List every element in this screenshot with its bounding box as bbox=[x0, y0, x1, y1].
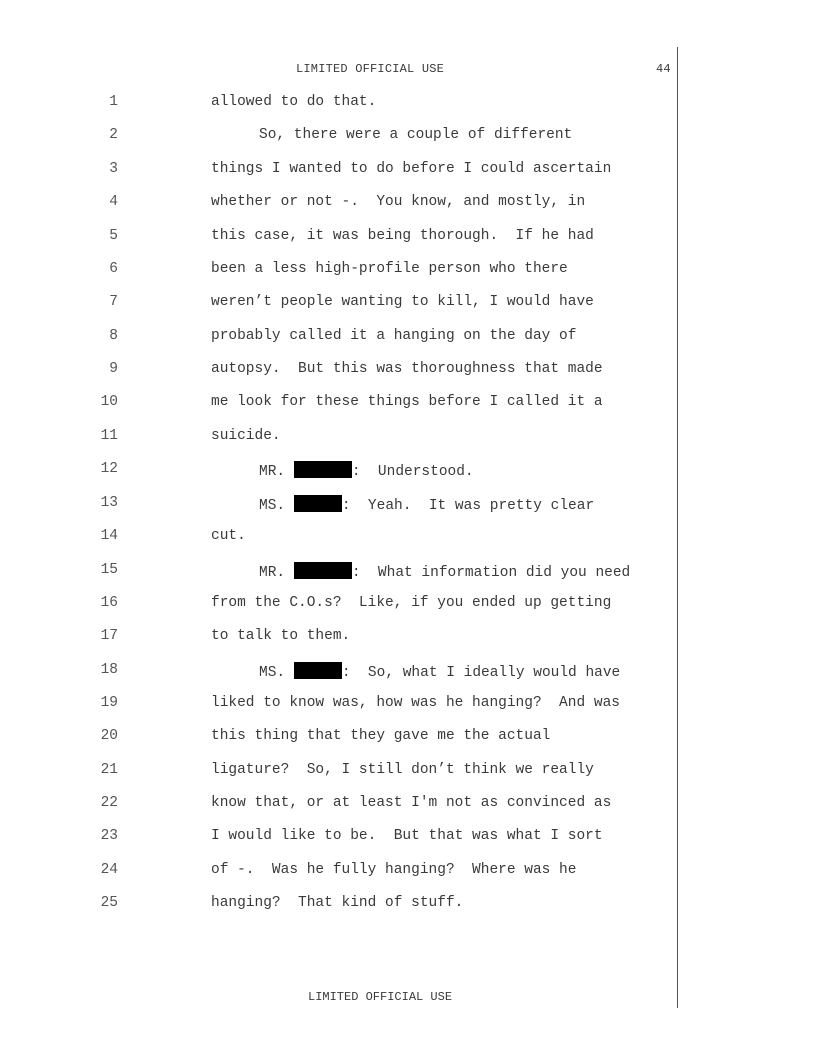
speaker-title: MS. bbox=[259, 498, 286, 514]
line-number: 4 bbox=[109, 194, 118, 210]
line-text: allowed to do that. bbox=[211, 94, 377, 110]
line-number: 23 bbox=[100, 828, 118, 844]
line-text bbox=[259, 662, 620, 681]
transcript-line bbox=[0, 461, 816, 481]
line-number: 15 bbox=[100, 562, 118, 578]
transcript-line bbox=[0, 228, 816, 248]
line-number: 22 bbox=[100, 795, 118, 811]
line-text: suicide. bbox=[211, 428, 281, 444]
line-text: this case, it was being thorough. If he had bbox=[211, 228, 594, 244]
line-text: I would like to be. But that was what I sort bbox=[211, 828, 603, 844]
line-number: 17 bbox=[100, 628, 118, 644]
line-text: So, there were a couple of different bbox=[259, 127, 573, 143]
line-number: 13 bbox=[100, 495, 118, 511]
line-text bbox=[259, 495, 594, 514]
transcript-line bbox=[0, 194, 816, 214]
line-text: this thing that they gave me the actual bbox=[211, 728, 551, 744]
speaker-title: MS. bbox=[259, 665, 286, 681]
page-number: 44 bbox=[656, 62, 671, 76]
line-number: 11 bbox=[100, 428, 118, 444]
line-text: been a less high-profile person who there bbox=[211, 261, 568, 277]
transcript-line bbox=[0, 127, 816, 147]
line-number: 12 bbox=[100, 461, 118, 477]
transcript-line bbox=[0, 528, 816, 548]
speaker-remark: : Understood. bbox=[351, 464, 474, 480]
line-text: liked to know was, how was he hanging? And was bbox=[211, 695, 620, 711]
line-text: me look for these things before I called it a bbox=[211, 394, 603, 410]
transcript-line bbox=[0, 828, 816, 848]
line-text: autopsy. But this was thoroughness that made bbox=[211, 361, 603, 377]
line-text: ligature? So, I still don’t think we really bbox=[211, 762, 594, 778]
line-number: 5 bbox=[109, 228, 118, 244]
speaker-remark: : So, what I ideally would have bbox=[341, 665, 621, 681]
line-text bbox=[259, 562, 630, 581]
line-number: 10 bbox=[100, 394, 118, 410]
redacted-name bbox=[294, 562, 352, 579]
transcript-line bbox=[0, 595, 816, 615]
transcript-line bbox=[0, 294, 816, 314]
transcript-line bbox=[0, 662, 816, 682]
transcript-line bbox=[0, 161, 816, 181]
line-number: 19 bbox=[100, 695, 118, 711]
line-number: 25 bbox=[100, 895, 118, 911]
line-text: know that, or at least I'm not as convinced as bbox=[211, 795, 612, 811]
speaker-remark: : What information did you need bbox=[351, 565, 631, 581]
redacted-name bbox=[294, 495, 342, 512]
transcript-line bbox=[0, 261, 816, 281]
line-text: things I wanted to do before I could ascertain bbox=[211, 161, 612, 177]
line-text: to talk to them. bbox=[211, 628, 351, 644]
transcript-line bbox=[0, 695, 816, 715]
transcript-line bbox=[0, 862, 816, 882]
transcript-line bbox=[0, 562, 816, 582]
page-footer-label: LIMITED OFFICIAL USE bbox=[308, 990, 453, 1004]
line-number: 21 bbox=[100, 762, 118, 778]
transcript-line bbox=[0, 394, 816, 414]
transcript-line bbox=[0, 728, 816, 748]
line-number: 6 bbox=[109, 261, 118, 277]
speaker-title: MR. bbox=[259, 565, 286, 581]
transcript-line bbox=[0, 628, 816, 648]
line-text: whether or not -. You know, and mostly, in bbox=[211, 194, 586, 210]
line-number: 8 bbox=[109, 328, 118, 344]
speaker-title: MR. bbox=[259, 464, 286, 480]
line-number: 14 bbox=[100, 528, 118, 544]
transcript-line bbox=[0, 361, 816, 381]
transcript-line bbox=[0, 428, 816, 448]
speaker-remark: : Yeah. It was pretty clear bbox=[341, 498, 595, 514]
line-number: 3 bbox=[109, 161, 118, 177]
line-text: probably called it a hanging on the day of bbox=[211, 328, 577, 344]
line-text: hanging? That kind of stuff. bbox=[211, 895, 464, 911]
line-number: 16 bbox=[100, 595, 118, 611]
transcript-line bbox=[0, 328, 816, 348]
redacted-name bbox=[294, 461, 352, 478]
transcript-line bbox=[0, 94, 816, 114]
line-number: 2 bbox=[109, 127, 118, 143]
line-number: 20 bbox=[100, 728, 118, 744]
transcript-line bbox=[0, 795, 816, 815]
line-number: 7 bbox=[109, 294, 118, 310]
transcript-line bbox=[0, 895, 816, 915]
redacted-name bbox=[294, 662, 342, 679]
page-header-label: LIMITED OFFICIAL USE bbox=[296, 62, 445, 76]
line-text: cut. bbox=[211, 528, 246, 544]
line-text: from the C.O.s? Like, if you ended up getting bbox=[211, 595, 612, 611]
line-number: 18 bbox=[100, 662, 118, 678]
transcript-line bbox=[0, 762, 816, 782]
line-text bbox=[259, 461, 474, 480]
line-number: 9 bbox=[109, 361, 118, 377]
line-text: of -. Was he fully hanging? Where was he bbox=[211, 862, 577, 878]
line-number: 1 bbox=[109, 94, 118, 110]
line-number: 24 bbox=[100, 862, 118, 878]
line-text: weren’t people wanting to kill, I would have bbox=[211, 294, 594, 310]
transcript-line bbox=[0, 495, 816, 515]
